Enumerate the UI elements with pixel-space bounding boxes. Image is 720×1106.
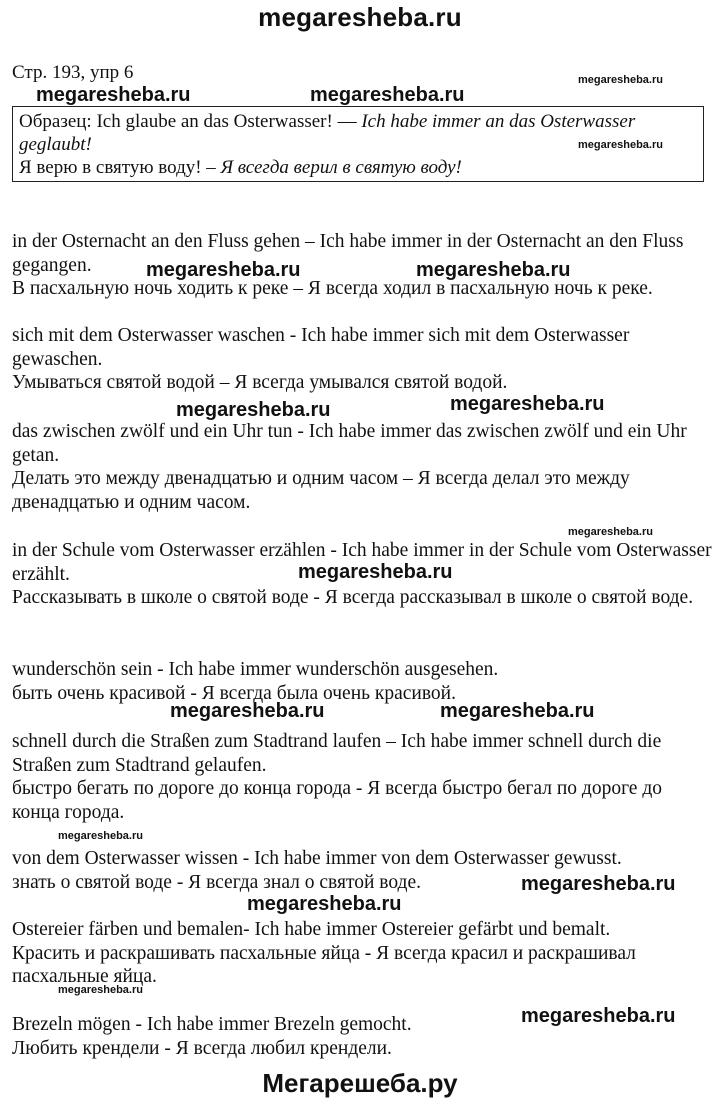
watermark: megaresheba.ru bbox=[578, 74, 663, 86]
sample-german-line-2 bbox=[19, 134, 92, 156]
entry-russian: Красить и раскрашивать пасхальные яйца - Я всегда красил и раскрашивал пасхальные яйца. bbox=[12, 942, 636, 987]
entry-russian: быстро бегать по дороге до конца города - Я всегда быстро бегал по дороге до конца города. bbox=[12, 778, 663, 823]
watermark: megaresheba.ru bbox=[450, 393, 605, 415]
entry-russian: знать о святой воде - Я всегда знал о святой воде. bbox=[12, 871, 421, 893]
entry-german: wunderschön sein - Ich habe immer wunderschön ausgesehen. bbox=[12, 659, 499, 680]
watermark: megaresheba.ru bbox=[521, 873, 676, 895]
entry-german: sich mit dem Osterwasser waschen - Ich habe immer sich mit dem Osterwasser gewaschen. bbox=[12, 325, 630, 370]
entry-russian: Умываться святой водой – Я всегда умывался святой водой. bbox=[12, 372, 508, 393]
entry-german: von dem Osterwasser wissen - Ich habe immer von dem Osterwasser gewusst. bbox=[12, 848, 622, 869]
entry-8 bbox=[12, 918, 712, 989]
sample-german-line bbox=[19, 111, 635, 133]
watermark: megaresheba.ru bbox=[521, 1005, 676, 1027]
sample-label: Образец: bbox=[19, 111, 92, 132]
entry-2 bbox=[12, 324, 712, 395]
entry-russian: Любить крендели - Я всегда любил крендели. bbox=[12, 1037, 392, 1059]
exercise-reference: Стр. 193, упр 6 bbox=[12, 62, 134, 83]
site-footer-title: Мегарешеба.ру bbox=[262, 1068, 458, 1098]
entry-german: das zwischen zwölf und ein Uhr tun - Ich habe immer das zwischen zwölf und ein Uhr getan. bbox=[12, 421, 687, 466]
sample-german-answer: Ich habe immer an das Osterwasser bbox=[361, 111, 636, 132]
watermark: megaresheba.ru bbox=[36, 84, 191, 106]
watermark: megaresheba.ru bbox=[310, 84, 465, 106]
watermark: megaresheba.ru bbox=[176, 399, 331, 421]
watermark: megaresheba.ru bbox=[578, 139, 663, 151]
entry-6 bbox=[12, 730, 712, 824]
site-header-title: megaresheba.ru bbox=[258, 2, 462, 32]
entry-1 bbox=[12, 230, 712, 301]
watermark: megaresheba.ru bbox=[58, 830, 143, 842]
watermark: megaresheba.ru bbox=[146, 259, 301, 281]
entry-german: Brezeln mögen - Ich habe immer Brezeln gemocht. bbox=[12, 1014, 412, 1035]
sample-german-prompt: Ich glaube an das Osterwasser! — bbox=[96, 111, 357, 132]
watermark: megaresheba.ru bbox=[440, 700, 595, 722]
watermark: megaresheba.ru bbox=[247, 893, 402, 915]
entry-german: in der Schule vom Osterwasser erzählen - Ich habe immer in der Schule vom Osterwasser erzählt. bbox=[12, 540, 712, 585]
entry-russian: Рассказывать в школе о святой воде - Я всегда рассказывал в школе о святой воде. bbox=[12, 587, 694, 608]
entry-german: Ostereier färben und bemalen- Ich habe immer Ostereier gefärbt und bemalt. bbox=[12, 919, 611, 940]
watermark: megaresheba.ru bbox=[416, 259, 571, 281]
sample-russian-line bbox=[19, 157, 462, 179]
entry-5 bbox=[12, 658, 712, 705]
entry-german: in der Osternacht an den Fluss gehen – Ich habe immer in der Osternacht an den Fluss gegangen. bbox=[12, 231, 684, 276]
sample-german-answer-continued: geglaubt! bbox=[19, 134, 92, 155]
watermark: megaresheba.ru bbox=[298, 561, 453, 583]
entry-russian: быть очень красивой - Я всегда была очень красивой. bbox=[12, 682, 456, 704]
watermark: megaresheba.ru bbox=[170, 700, 325, 722]
entry-russian: Делать это между двенадцатью и одним часом – Я всегда делал это между двенадцатью и одним часом. bbox=[12, 468, 630, 513]
sample-russian-answer: Я всегда верил в святую воду! bbox=[220, 157, 462, 178]
entry-german: schnell durch die Straßen zum Stadtrand laufen – Ich habe immer schnell durch die Straßen zum Stadtrand gelaufen. bbox=[12, 731, 662, 776]
entry-3 bbox=[12, 420, 712, 514]
entry-russian: В пасхальную ночь ходить к реке – Я всегда ходил в пасхальную ночь к реке. bbox=[12, 278, 653, 299]
watermark: megaresheba.ru bbox=[58, 984, 143, 996]
sample-russian-prompt: Я верю в святую воду! – bbox=[19, 157, 216, 178]
watermark: megaresheba.ru bbox=[568, 526, 653, 538]
